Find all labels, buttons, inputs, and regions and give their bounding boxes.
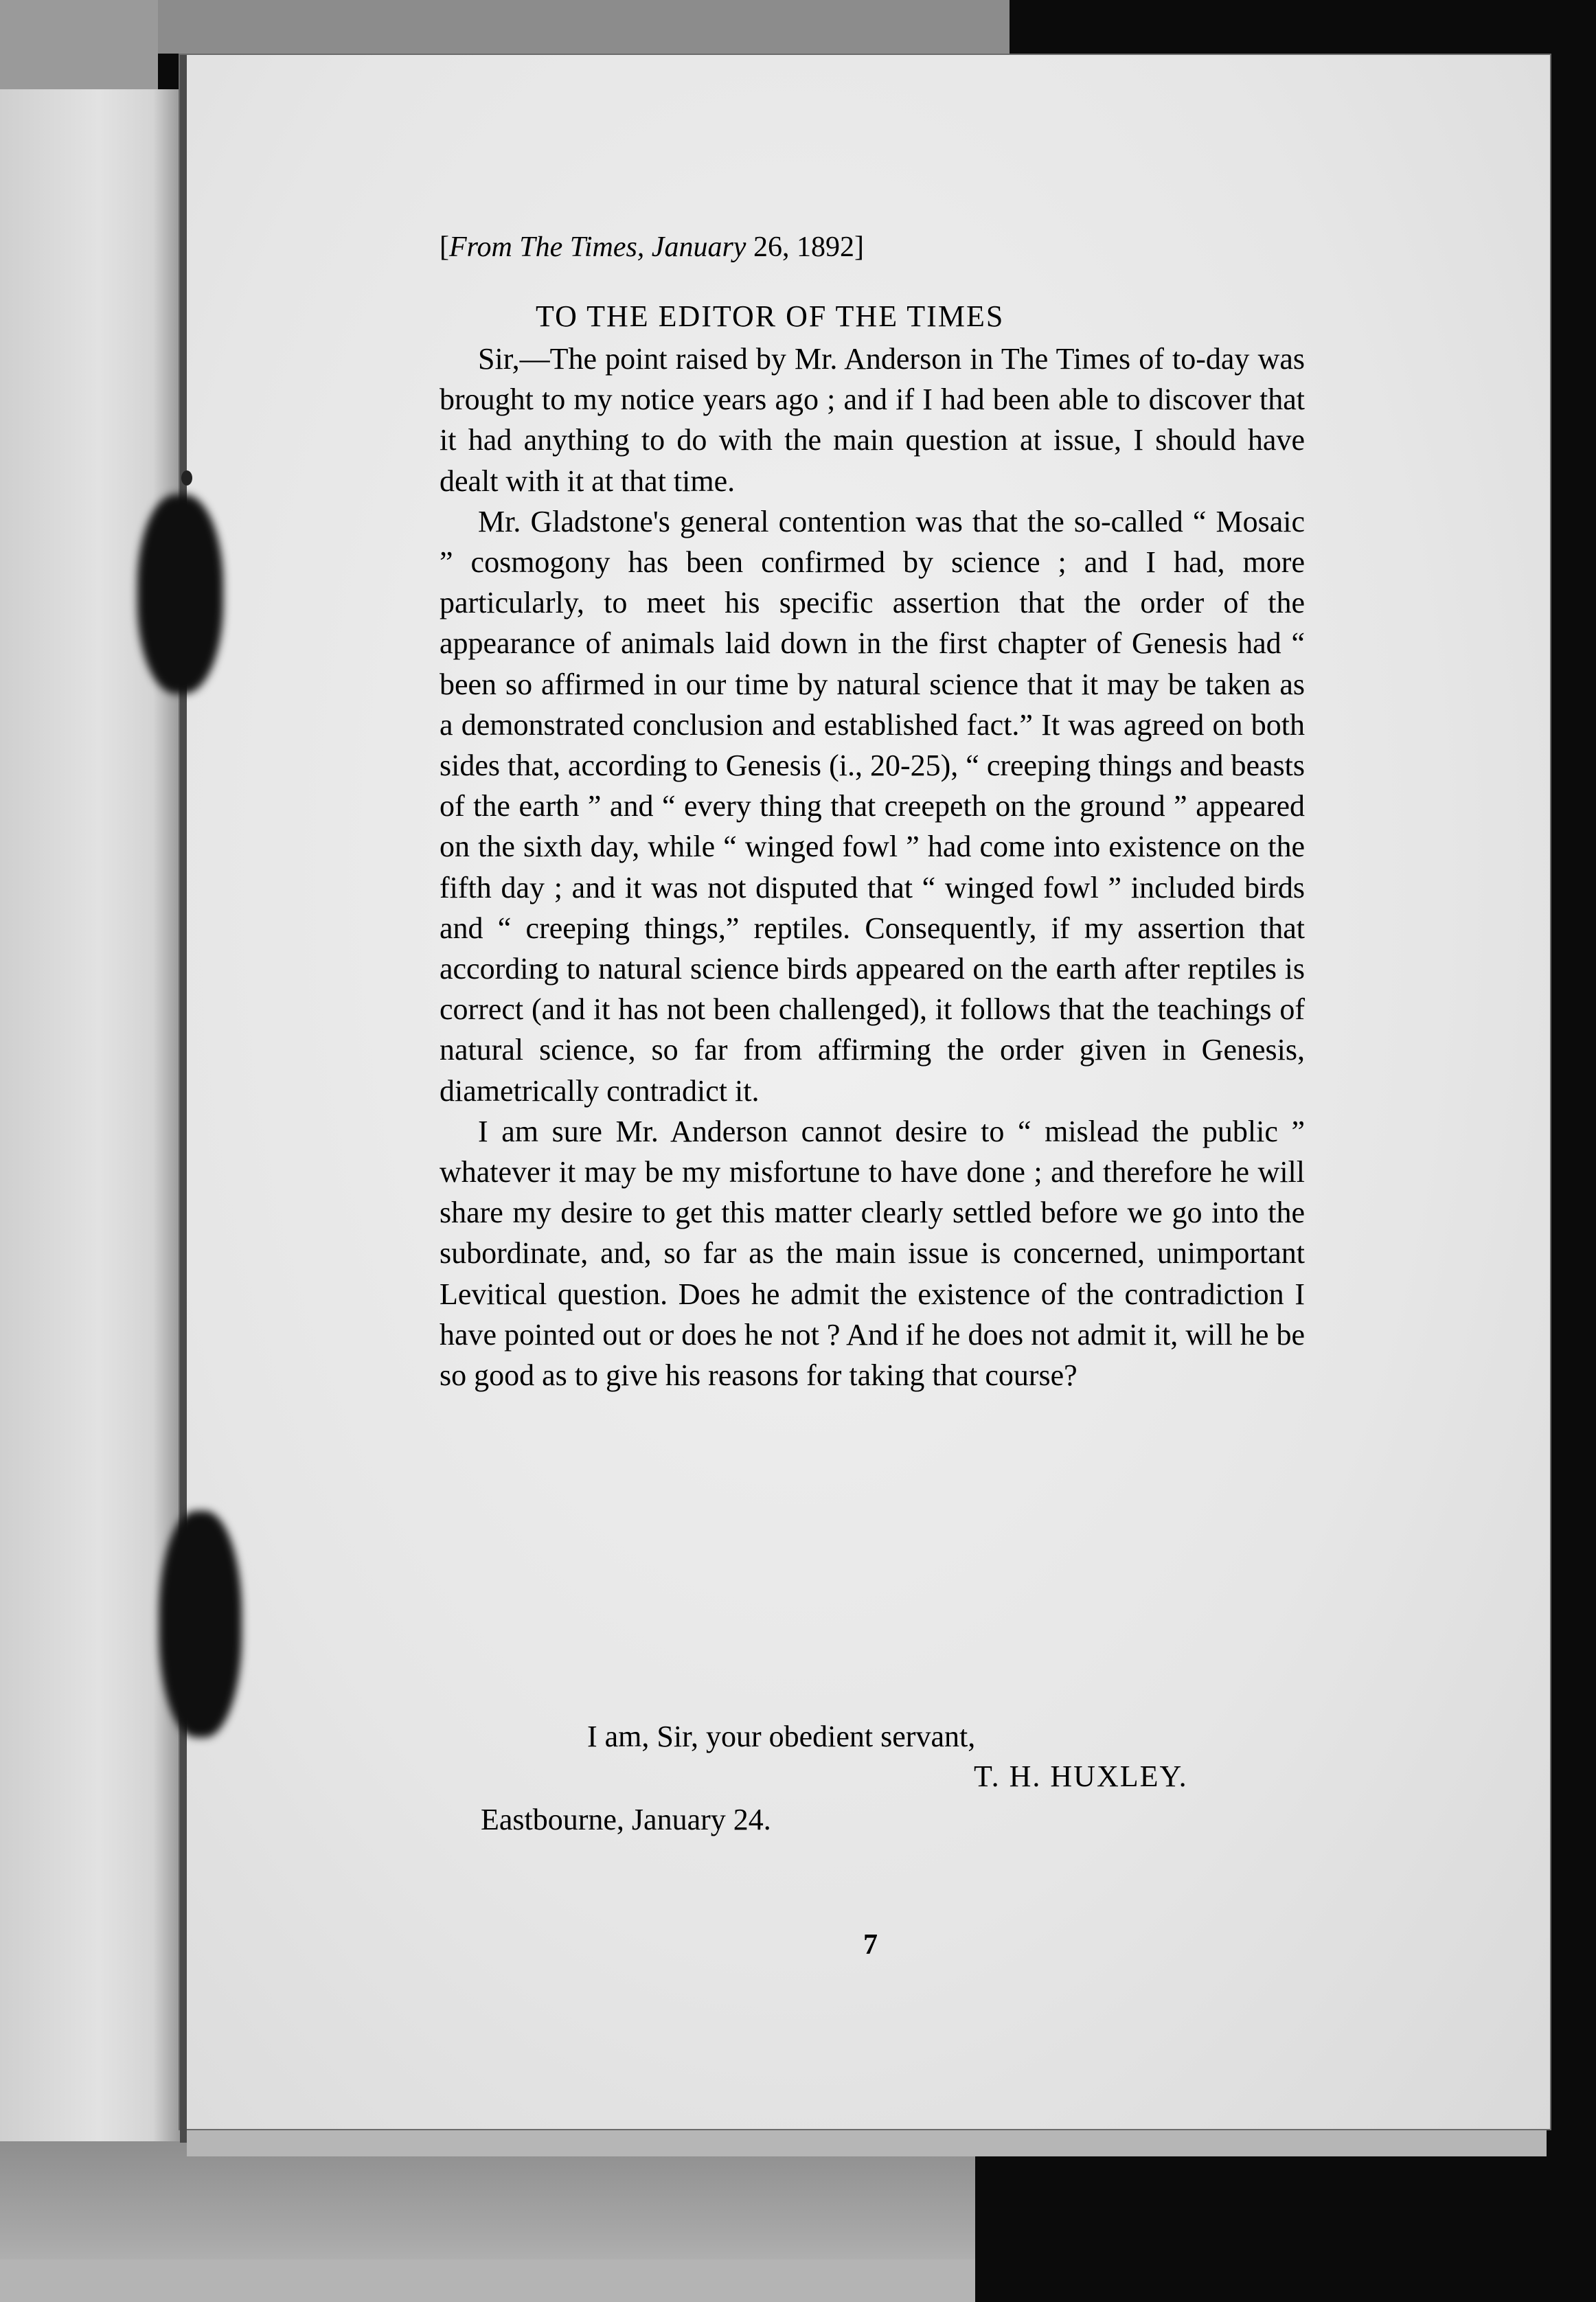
scan-top-strip-corner: [0, 0, 158, 96]
letter-signature: T. H. HUXLEY.: [974, 1759, 1188, 1793]
paragraph: Sir,—The point raised by Mr. Anderson in The Times of to-day was brought to my notice years ago ; and if I had been able to discover that it had anything to do with the main question at issue, I should have dealt with it at that time.: [440, 342, 1305, 498]
source-line: [440, 231, 864, 264]
scan-bottom-strip-lower: [0, 2259, 975, 2302]
letter-body: [440, 339, 1305, 1395]
source-date: 26, 1892]: [753, 231, 864, 263]
ink-stain-lower: [159, 1511, 242, 1737]
scan-left-page: [0, 89, 180, 2170]
source-publication: From The Times, January: [449, 231, 746, 263]
source-bracket: [: [440, 231, 449, 263]
left-page-edge: [180, 55, 187, 2143]
paragraph: Mr. Gladstone's general contention was that the so-called “ Mosaic ” cosmogony has been confirmed by science ; and I had, more particularly, to meet his specific assertion that the order of the appearance of animals laid down in the first chapter of Genesis had “ been so affirmed in our time by natural science that it may be taken as a demonstrated conclusion and established fact.” It was agreed on both sides that, according to Genesis (i., 20-25), “ creeping things and beasts of the earth ” and “ every thing that creepeth on the ground ” appeared on the sixth day, while “ winged fowl ” had come into existence on the fifth day ; and it was not disputed that “ winged fowl ” included birds and “ creeping things,” reptiles. Consequently, if my assertion that according to natural science birds appeared on the earth after reptiles is correct (and it has not been challenged), it follows that the teachings of natural science, so far from affirming the order given in Genesis, diametrically contradict it.: [440, 504, 1305, 1108]
letter-closing: I am, Sir, your obedient servant,: [587, 1720, 976, 1753]
ink-stain-upper: [137, 494, 223, 694]
letter-heading: TO THE EDITOR OF THE TIMES: [536, 299, 1005, 333]
paragraph: I am sure Mr. Anderson cannot desire to “ mislead the public ” whatever it may be my misfortune to have done ; and therefore he will share my desire to get this matter clearly settled before we go into the subordinate, and, so far as the main issue is concerned, unimportant Levitical question. Does he admit the existence of the contradiction I have pointed out or does he not ? And if he does not admit it, will he be so good as to give his reasons for taking that course?: [440, 1114, 1305, 1393]
ink-spot: [181, 470, 192, 486]
page-number: 7: [863, 1929, 878, 1961]
letter-dateline: Eastbourne, January 24.: [481, 1803, 771, 1836]
